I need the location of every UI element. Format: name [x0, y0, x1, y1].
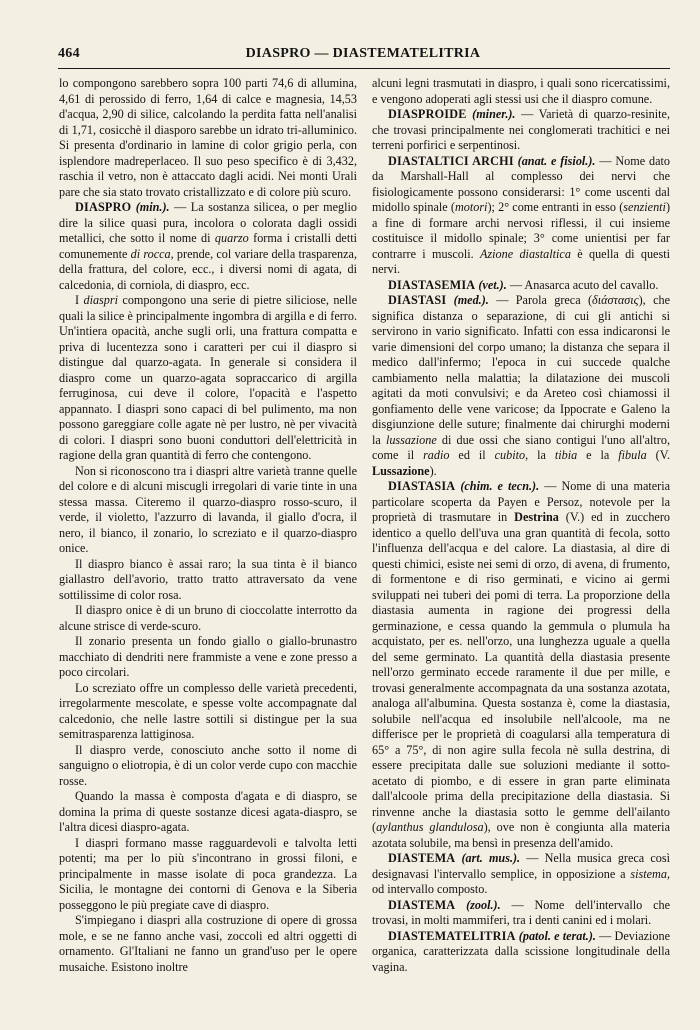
paragraph: alcuni legni trasmutati in diaspro, i quali sono ricercatissimi, e vengono adoperati agli stessi usi che il diaspro comune.	[372, 76, 670, 106]
text: — La sostanza silicea, o per meglio dire la silice quasi pura, incolora o colorata dagli ossidi metallici, che sotto il nome di	[59, 200, 357, 245]
italic-term: cubito	[494, 448, 526, 462]
entry-diastematelitria	[372, 929, 670, 976]
cross-reference: Destrina	[514, 510, 559, 524]
field-abbreviation: (min.).	[135, 200, 170, 214]
italic-term: di rocca	[130, 246, 171, 261]
text: , od intervallo composto.	[372, 866, 670, 896]
headword: DIASTASEMIA	[388, 277, 476, 292]
paragraph: I diaspri formano masse ragguardevoli e talvolta letti potenti; ma per lo più s'incontrano in grossi filoni, e principalmente in masse isolate di poca grandezza. La Sicilia, le montagne dei contorni di Genova e la Siberia posseggono le più pregiate cave di diaspro.	[59, 835, 357, 912]
italic-term: quarzo	[214, 231, 249, 245]
text: ), che significa distanza o separazione, di cui gli antichi si servirono in vario significato. Infatti con essa indicaronsi le varie dimensioni del corpo umano; la distanza che separa il medico dall'infermo; l'epoca in cui succede qualche cambiamento nella malattia; la dilatazione dei muscoli agitati da moti convulsivi; e da Areteo così chiamossi il gonfiamento delle vene varicose; da Ippocrate e Galeno la disgiunzione delle suture; finalmente dai chirurghi moderni la	[372, 293, 670, 447]
text: — Deviazione organica, caratterizzata dalla scissione longitudinale della vagina.	[372, 928, 671, 974]
text: — Nome dell'intervallo che trovasi, in molti mammiferi, tra i denti canini ed i molari.	[372, 897, 671, 927]
headword: DIASPROIDE	[388, 107, 467, 121]
paragraph: Il diaspro onice è di un bruno di cioccolatte interrotto da alcune strisce di verde-scuro.	[59, 603, 357, 633]
text: — Varietà di quarzo-resinite, che trovasi principalmente nei conglomerati trachitici e nei terreni porfirici e serpentinosi.	[372, 107, 671, 152]
running-title: DIASPRO — DIASTEMATELITRIA	[245, 46, 481, 61]
text: — Nome di una materia particolare scoperta da Payen e Persoz, notevole per la proprietà di trasmutare in	[372, 479, 670, 524]
field-abbreviation: (zool.).	[466, 897, 501, 912]
field-abbreviation: (med.).	[453, 293, 489, 307]
text: compongono una serie di pietre siliciose, nelle quali la silice è principalmente ingombra di argilla e di ferro. Un'intiera opacità, anche sugli orli, una frattura compatta e priva di lucentezza sono i caratteri per cui il diaspro si distingue dal quarzo-agata. In generale si considera il diaspro come un quarzo-agata sopraccarico di argilla ferruginosa, cui deve il colore, l'opacità e l'aspetto appannato. I diaspri sono capaci di bel pulimento, ma non possono gareggiare colle agate nè per lustro, nè per vivacità di colori. I diaspri sono buoni conduttori dell'elettricità in ragione della gran quantità di ferro che contengono.	[59, 293, 357, 462]
field-abbreviation: (chim. e tecn.).	[460, 479, 540, 493]
text: ), ove non è congiunta alla materia azotata solubile, ma bensì in presenza dell'amido.	[372, 820, 670, 850]
italic-term: Azione diastaltica	[479, 246, 571, 261]
field-abbreviation: (miner.).	[472, 107, 516, 121]
paragraph: Lo screziato offre un complesso delle varietà precedenti, irregolarmente mescolate, e spesse volte accompagnate dal calcedonio, che nelle lastre sottili si distingue per la sua semitrasparenza lattiginosa.	[59, 680, 357, 741]
field-abbreviation: (art. mus.).	[461, 851, 521, 865]
headword: DIASTASI	[388, 293, 447, 307]
text: è quella di questi nervi.	[372, 246, 670, 276]
entry-diastema-mus	[372, 851, 670, 898]
entry-diaspro	[59, 200, 357, 293]
italic-term: tibia	[554, 448, 578, 462]
entry-diastema-zool	[372, 898, 670, 929]
page-header	[58, 44, 668, 66]
text: ) a fine di formare archi nervosi riflessi, il cui insieme costituisce il midollo spinale; 3° come unientisi per far contrarre i muscoli.	[372, 200, 671, 261]
entry-diastasi	[372, 293, 670, 479]
text: , la	[525, 448, 555, 462]
text: — Nella musica greca così designavasi l'intervallo semplice, in opposizione a	[372, 851, 670, 881]
entry-diasproide	[372, 107, 670, 154]
italic-term: fibula	[618, 448, 647, 462]
page-number: 464	[58, 46, 80, 61]
header-rule	[58, 68, 670, 69]
text: (V.) ed in zucchero identico a quello dell'uva una gran quantità di fecola, sotto l'influenza dell'acqua e del calore. La diastasia, al dire di questi chimici, esiste nei semi di orzo, di avena, di frumento, di formentone e di riso germinati, e vicino ai germi sviluppati nei tuberi dei pomi di terra. La proporzione della diastasia aumenta in ragione dei progressi della germinazione, e cessa quando la gemmula o plumula ha acquistato, per es. nell'orzo, una lunghezza uguale a quella del seme germinato. La quantità della diastasia presente nell'orzo germinato eccede raramente il due per mille, e trovasi generalmente accompagnata da una sostanza azotata, analoga all'albumina. Questa sostanza è, come la diastasia, solubile nell'acqua ed insolubile nell'alcoole, ma ne differisce per le proprietà di coagularsi alla temperatura di 65° a 75°, di non agire sulla fecola nè sulla destrina, di essere precipitata dalle sue soluzioni mediante il sotto-acetato di piombo, e di essere in gran parte eliminata dall'alcoole prima della precipitazione della diastasia. Si rinvenne anche la diastasia sotto le gemme dell'ailanto (	[372, 510, 670, 834]
text: , prende, col variare della trasparenza, della frattura, del colore, ecc., i diversi nomi di agata, di calcedonia, di corniola, di diaspro, ecc.	[59, 246, 357, 292]
italic-term: motori	[454, 200, 488, 214]
cross-reference: Lussazione	[372, 463, 430, 478]
headword: DIASTEMA	[388, 851, 456, 865]
text: di due ossi che siano contigui l'uno all'altro, come il	[372, 432, 671, 462]
paragraph: Il zonario presenta un fondo giallo o giallo-brunastro macchiato di dendriti nere frammiste a vene e zone presso a poco circolari.	[59, 634, 357, 679]
text: (V.	[646, 448, 670, 462]
italic-term: sistema	[630, 866, 667, 881]
text: — Parola greca (	[488, 293, 593, 307]
paragraph: Il diaspro bianco è assai raro; la sua tinta è il bianco giallastro dell'avorio, tratto tratto attraversato da vene sottilissime di color rosa.	[59, 556, 357, 602]
italic-term: senzienti	[623, 200, 666, 214]
paragraph	[59, 293, 357, 464]
paragraph: Non si riconoscono tra i diaspri altre varietà tranne quelle del colore e di alcuni miscugli irregolari di varie tinte in una stessa massa. Citeremo il quarzo-diaspro rosso-scuro, il verde, il violetto, l'azzurro di lavanda, il giallo d'ocra, il nero, il bianco, il zonario, lo screziato e il quarzo-diaspro onice.	[59, 463, 357, 555]
headword: DIASPRO	[75, 200, 132, 214]
text: e la	[577, 448, 619, 462]
headword: DIASTEMATELITRIA	[388, 928, 516, 943]
greek-word: διάστασις	[592, 293, 639, 307]
italic-term: aylanthus glandulosa	[376, 820, 484, 834]
text: I	[75, 293, 84, 307]
italic-term: diaspri	[83, 293, 119, 307]
text: — Anasarca acuto del cavallo.	[506, 277, 659, 292]
text: — Nome dato da Marshall-Hall al complesso dei nervi che fisiologicamente possono considerarsi: 1° come uscenti dal midollo spinale (	[372, 153, 670, 214]
italic-term: radio	[423, 448, 450, 462]
text: forma i cristalli detti comunemente	[59, 231, 357, 261]
paragraph: Quando la massa è composta d'agata e di diaspro, se domina la prima di queste sostanze dicesi agata-diaspro, se l'altra dicesi diaspro-agata.	[59, 789, 357, 834]
text: ed il	[449, 448, 495, 462]
field-abbreviation: (patol. e terat.).	[518, 928, 596, 943]
text: ); 2° come entranti in esso (	[487, 200, 624, 214]
entry-diastaltici-archi	[372, 154, 670, 278]
entry-diastasemia	[372, 278, 670, 294]
paragraph: Il diaspro verde, conosciuto anche sotto il nome di sanguigno o eliotropia, è di un color verde cupo con macchie rosse.	[59, 742, 357, 788]
headword: DIASTALTICI ARCHI	[388, 153, 514, 168]
field-abbreviation: (anat. e fisiol.).	[517, 153, 596, 168]
headword: DIASTASIA	[388, 479, 456, 493]
text: ).	[429, 463, 437, 478]
headword: DIASTEMA	[388, 897, 456, 912]
italic-term: lussazione	[385, 432, 437, 447]
field-abbreviation: (vet.).	[478, 277, 507, 292]
entry-diastasia	[372, 479, 670, 851]
right-column	[372, 76, 670, 975]
paragraph: lo compongono sarebbero sopra 100 parti 74,6 di allumina, 4,61 di perossido di ferro, 1,64 di calce e magnesia, 14,53 d'acqua, 2,90 di silice, calcolando la perdita fatta nell'analisi di 1,71, cosicchè il diasporo sarebbe un idrato tri-alluminico. Si presenta d'ordinario in lamine di color grigio perla, con isplendore madreperlaceo. Il suo peso specifico è di 3,432, raschia il vetro, non è attaccato dagli acidi. Nei monti Urali pare che sia stato trovato cristallizzato e di colore più scuro.	[59, 76, 357, 199]
left-column	[59, 76, 357, 975]
paragraph: S'impiegano i diaspri alla costruzione di opere di grossa mole, e se ne fanno anche vasi, zoccoli ed altri oggetti di ornamento. Gl'Italiani ne fanno un grand'uso per le opere musaiche. Esistono inoltre	[59, 913, 357, 974]
